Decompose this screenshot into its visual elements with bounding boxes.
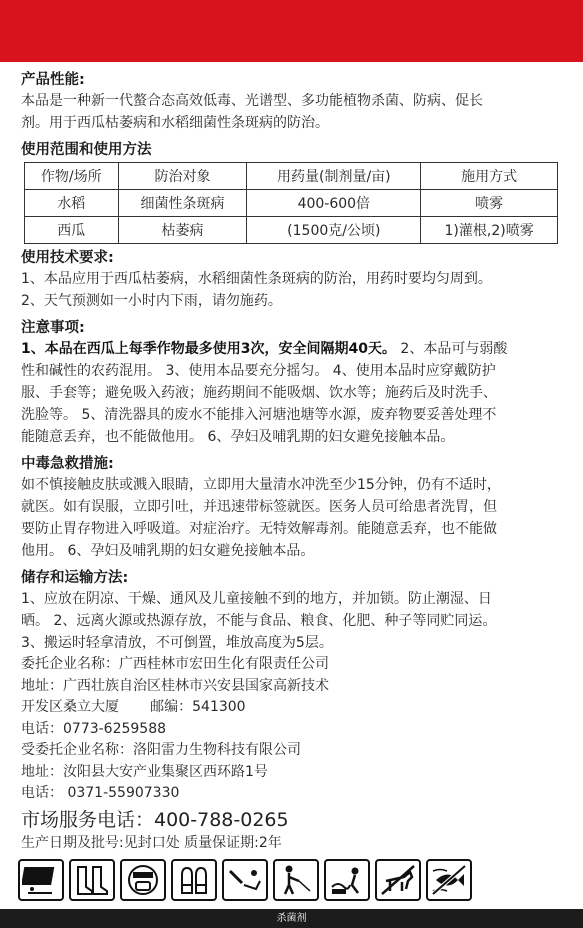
table-cell: 枯萎病 <box>118 217 247 244</box>
notes-line-2: 性和碱性的农药混用。 3、使用本品要充分摇匀。 4、使用本品时应穿戴防护 <box>21 363 496 379</box>
company-line: 委托企业名称：广西桂林市宏田生化有限责任公司 <box>21 656 329 672</box>
mask-icon <box>120 859 166 901</box>
performance-line-2: 剂。用于西瓜枯萎病和水稻细菌性条斑病的防治。 <box>21 115 329 131</box>
no-livestock-icon <box>375 859 421 901</box>
notes-line-3: 服、手套等；避免吸入药液；施药期间不能吸烟、饮水等；施药后及时洗手、 <box>21 385 497 401</box>
storage-line-2: 晒。 2、远离火源或热源存放，不能与食品、粮食、化肥、种子等同贮同运。 <box>21 613 497 629</box>
company-line: 电话：0773-6259588 <box>21 720 167 737</box>
firstaid-line-4: 他用。 6、孕妇及哺乳期的妇女避免接触本品。 <box>21 543 315 559</box>
notes-safety-interval: 1、本品在西瓜上每季作物最多使用3次，安全间隔期40天。 <box>21 341 396 357</box>
service-hotline: 市场服务电话：400-788-0265 <box>21 808 289 831</box>
gloves-icon <box>171 859 217 901</box>
table-cell: 400-600倍 <box>247 190 421 217</box>
technique-line-2: 2、天气预测如一小时内下雨，请勿施药。 <box>21 293 282 309</box>
footer-category-label: 杀菌剂 <box>276 913 307 924</box>
wash-hands-icon <box>222 859 268 901</box>
sprayer-person-icon <box>273 859 319 901</box>
red-header-band <box>0 0 583 62</box>
firstaid-line-2: 就医。如有误服，立即引吐，并迅速带标签就医。医务人员可给患者洗胃，但 <box>21 499 497 515</box>
section-title-technique: 使用技术要求: <box>21 250 114 266</box>
technique-line-1: 1、本品应用于西瓜枯萎病，水稻细菌性条斑病的防治，用药时要均匀周到。 <box>21 271 492 287</box>
table-header-row <box>25 163 558 190</box>
table-cell: 1)灌根,2)喷雾 <box>421 217 558 244</box>
table-row <box>25 190 558 217</box>
section-title-notes: 注意事项: <box>21 320 85 336</box>
company-line: 开发区桑立大厦 邮编：541300 <box>21 699 246 715</box>
company-line: 电话： 0371-55907330 <box>21 785 180 801</box>
table-row <box>25 217 558 244</box>
section-title-storage: 储存和运输方法: <box>21 570 129 586</box>
spray-can-icon <box>18 859 64 901</box>
notes-line-1 <box>21 338 569 360</box>
performance-line-1: 本品是一种新一代螯合态高效低毒、光谱型、多功能植物杀菌、防病、促长 <box>21 93 483 109</box>
pictogram-row <box>18 859 566 903</box>
usage-table <box>24 162 558 244</box>
table-cell: 水稻 <box>25 190 119 217</box>
notes-line-5: 能随意丢弃，也不能做他用。 6、孕妇及哺乳期的妇女避免接触本品。 <box>21 429 455 445</box>
table-cell: (1500克/公顷) <box>247 217 421 244</box>
label-content <box>21 70 569 854</box>
boots-icon <box>69 859 115 901</box>
storage-line-1: 1、应放在阴凉、干燥、通风及儿童接触不到的地方，并加锁。防止潮湿、日 <box>21 591 492 607</box>
section-title-usage: 使用范围和使用方法 <box>21 142 152 158</box>
production-info: 生产日期及批号:见封口处 质量保证期:2年 <box>21 834 282 851</box>
company-info <box>21 654 569 854</box>
table-header-cell: 施用方式 <box>421 163 558 190</box>
firstaid-line-1: 如不慎接触皮肤或溅入眼睛，立即用大量清水冲洗至少15分钟，仍有不适时， <box>21 477 501 493</box>
table-header-cell: 防治对象 <box>118 163 247 190</box>
footer-bar <box>0 909 583 928</box>
company-line: 受委托企业名称：洛阳雷力生物科技有限公司 <box>21 742 301 758</box>
table-header-cell: 作物/场所 <box>25 163 119 190</box>
table-cell: 西瓜 <box>25 217 119 244</box>
table-header-cell: 用药量(制剂量/亩) <box>247 163 421 190</box>
company-line: 地址：汝阳县大安产业集聚区西环路1号 <box>21 763 268 780</box>
section-title-firstaid: 中毒急救措施: <box>21 456 114 472</box>
table-cell: 细菌性条斑病 <box>118 190 247 217</box>
notes-line-1-rest: 2、本品可与弱酸 <box>395 341 508 357</box>
section-title-performance: 产品性能: <box>21 72 85 88</box>
table-cell: 喷雾 <box>421 190 558 217</box>
notes-line-4: 洗脸等。 5、清洗器具的废水不能排入河塘池塘等水源，废弃物要妥善处理不 <box>21 407 497 423</box>
no-fish-icon <box>426 859 472 901</box>
company-line: 地址：广西壮族自治区桂林市兴安县国家高新技术 <box>21 677 329 694</box>
washing-icon <box>324 859 370 901</box>
firstaid-line-3: 要防止胃存物进入呼吸道。对症治疗。无特效解毒剂。能随意丢弃，也不能做 <box>21 521 497 537</box>
storage-line-3: 3、搬运时轻拿清放，不可倒置，堆放高度为5层。 <box>21 635 333 651</box>
